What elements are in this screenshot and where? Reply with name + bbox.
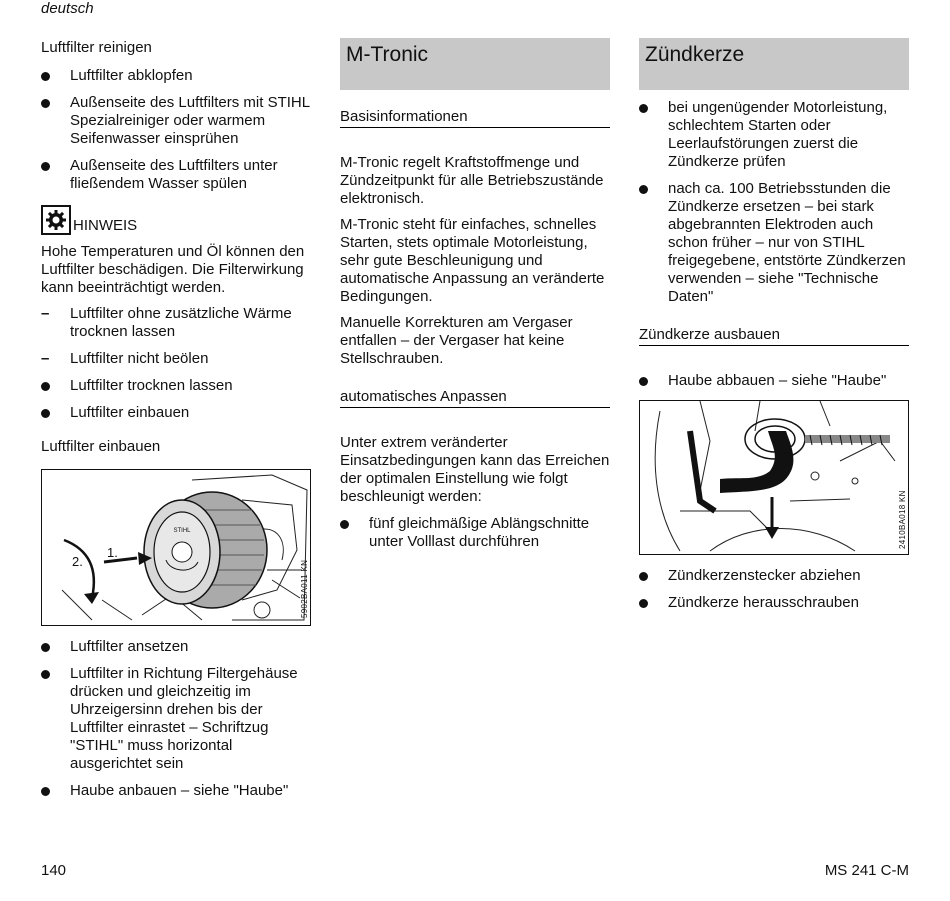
list-item: Luftfilter einbauen xyxy=(41,404,311,422)
column-m-tronic xyxy=(340,38,610,551)
notice-gear-icon xyxy=(41,205,71,235)
air-filter-drawing xyxy=(42,470,310,625)
list-item: fünf gleichmäßige Ablängschnitte unter Volllast durchführen xyxy=(340,515,610,551)
heading-auto-adapt: automatisches Anpassen xyxy=(340,388,610,408)
list-item: – Luftfilter nicht beölen xyxy=(41,350,209,367)
pull-arrow-head xyxy=(765,527,779,539)
figure-code: 2410BA018 KN xyxy=(898,490,907,549)
notice-header xyxy=(41,205,311,235)
list-item: nach ca. 100 Betriebsstunden die Zündkerze ersetzen – bei stark abgebrannten Elektroden auch schon früher – nur von STIHL freigegebene, entstörte Zündkerzen verwenden – siehe "Technische Daten" xyxy=(639,180,909,306)
install-steps-list xyxy=(41,638,311,800)
adapt-steps-list xyxy=(340,515,610,551)
bullet-icon xyxy=(639,377,648,386)
notice-steps-list xyxy=(41,305,311,422)
dash-marker: – xyxy=(41,305,50,322)
list-item: Haube anbauen – siehe "Haube" xyxy=(41,782,311,800)
page-language-label: deutsch xyxy=(41,0,94,17)
bullet-icon xyxy=(639,185,648,194)
step-1-label: 1. xyxy=(107,545,118,560)
bullet-icon xyxy=(41,72,50,81)
heading-spark-plug-remove: Zündkerze ausbauen xyxy=(639,326,909,346)
list-item: Luftfilter ansetzen xyxy=(41,638,311,656)
bullet-icon xyxy=(41,670,50,679)
bullet-icon xyxy=(639,104,648,113)
step-2-label: 2. xyxy=(72,554,83,569)
bullet-icon xyxy=(340,520,349,529)
air-filter-illustration xyxy=(41,469,311,626)
list-item: Haube abbauen – siehe "Haube" xyxy=(639,372,909,390)
dash-marker: – xyxy=(41,350,50,367)
list-item: bei ungenügender Motorleistung, schlechtem Starten oder Leerlaufstörungen zuerst die Zündkerze prüfen xyxy=(639,99,909,171)
bullet-icon xyxy=(41,409,50,418)
plug-boot xyxy=(720,431,793,493)
remove-steps-list xyxy=(639,372,909,390)
paragraph: Manuelle Korrekturen am Vergaser entfallen – der Vergaser hat keine Stellschrauben. xyxy=(340,314,573,367)
paragraph: M-Tronic steht für einfaches, schnelles Starten, stets optimale Motorleistung, sehr gute Beschleunigung und automatische Anpassung an veränderte Bedingungen. xyxy=(340,216,605,305)
heading-air-filter-clean: Luftfilter reinigen xyxy=(41,39,152,56)
rotate-arrow xyxy=(64,540,94,598)
filter-brand-label: STIHL xyxy=(173,528,191,534)
bullet-icon xyxy=(639,572,648,581)
list-item: Außenseite des Luftfilters mit STIHL Spezialreiniger oder warmem Seifenwasser einsprühen xyxy=(41,94,311,148)
bullet-icon xyxy=(41,99,50,108)
heading-air-filter-install: Luftfilter einbauen xyxy=(41,438,161,455)
list-item: – Luftfilter ohne zusätzliche Wärme trocknen lassen xyxy=(41,305,292,340)
list-item: Luftfilter trocknen lassen xyxy=(41,377,311,395)
notice-text: Hohe Temperaturen und Öl können den Luftfilter beschädigen. Die Filterwirkung kann beeinträchtigt werden. xyxy=(41,243,305,296)
section-title-m-tronic: M-Tronic xyxy=(340,38,610,90)
bullet-icon xyxy=(639,599,648,608)
list-item: Luftfilter abklopfen xyxy=(41,67,311,85)
bullet-icon xyxy=(41,643,50,652)
bullet-icon xyxy=(41,382,50,391)
notice-label: HINWEIS xyxy=(73,217,138,234)
clean-steps-list xyxy=(41,67,311,193)
column-air-filter xyxy=(41,38,311,800)
heading-basic-info: Basisinformationen xyxy=(340,108,610,128)
bullet-icon xyxy=(41,787,50,796)
figure-code: 5902BA011 KN xyxy=(300,559,309,618)
remove-steps-list-2 xyxy=(639,567,909,612)
spark-plug-drawing xyxy=(640,401,908,554)
list-item: Außenseite des Luftfilters unter fließendem Wasser spülen xyxy=(41,157,311,193)
rotate-arrow-head xyxy=(84,592,99,604)
spark-plug-notes-list xyxy=(639,99,909,306)
bullet-icon xyxy=(41,162,50,171)
column-spark-plug xyxy=(639,38,909,612)
adapt-text: Unter extrem veränderter Einsatzbedingungen kann das Erreichen der optimalen Einstellung wie folgt beschleunigt werden: xyxy=(340,434,610,505)
list-item: Zündkerze herausschrauben xyxy=(639,594,909,612)
section-title-spark-plug: Zündkerze xyxy=(639,38,909,90)
list-item: Zündkerzenstecker abziehen xyxy=(639,567,909,585)
paragraph: M-Tronic regelt Kraftstoffmenge und Zündzeitpunkt für alle Betriebszustände elektronisch. xyxy=(340,154,604,207)
model-name: MS 241 C-M xyxy=(824,862,909,879)
page-number: 140 xyxy=(41,862,67,879)
spark-plug-illustration xyxy=(639,400,909,555)
list-item: Luftfilter in Richtung Filtergehäuse drücken und gleichzeitig im Uhrzeigersinn drehen bis der Luftfilter einrastet – Schriftzug "STIHL" muss horizontal ausgerichtet sein xyxy=(41,665,311,773)
